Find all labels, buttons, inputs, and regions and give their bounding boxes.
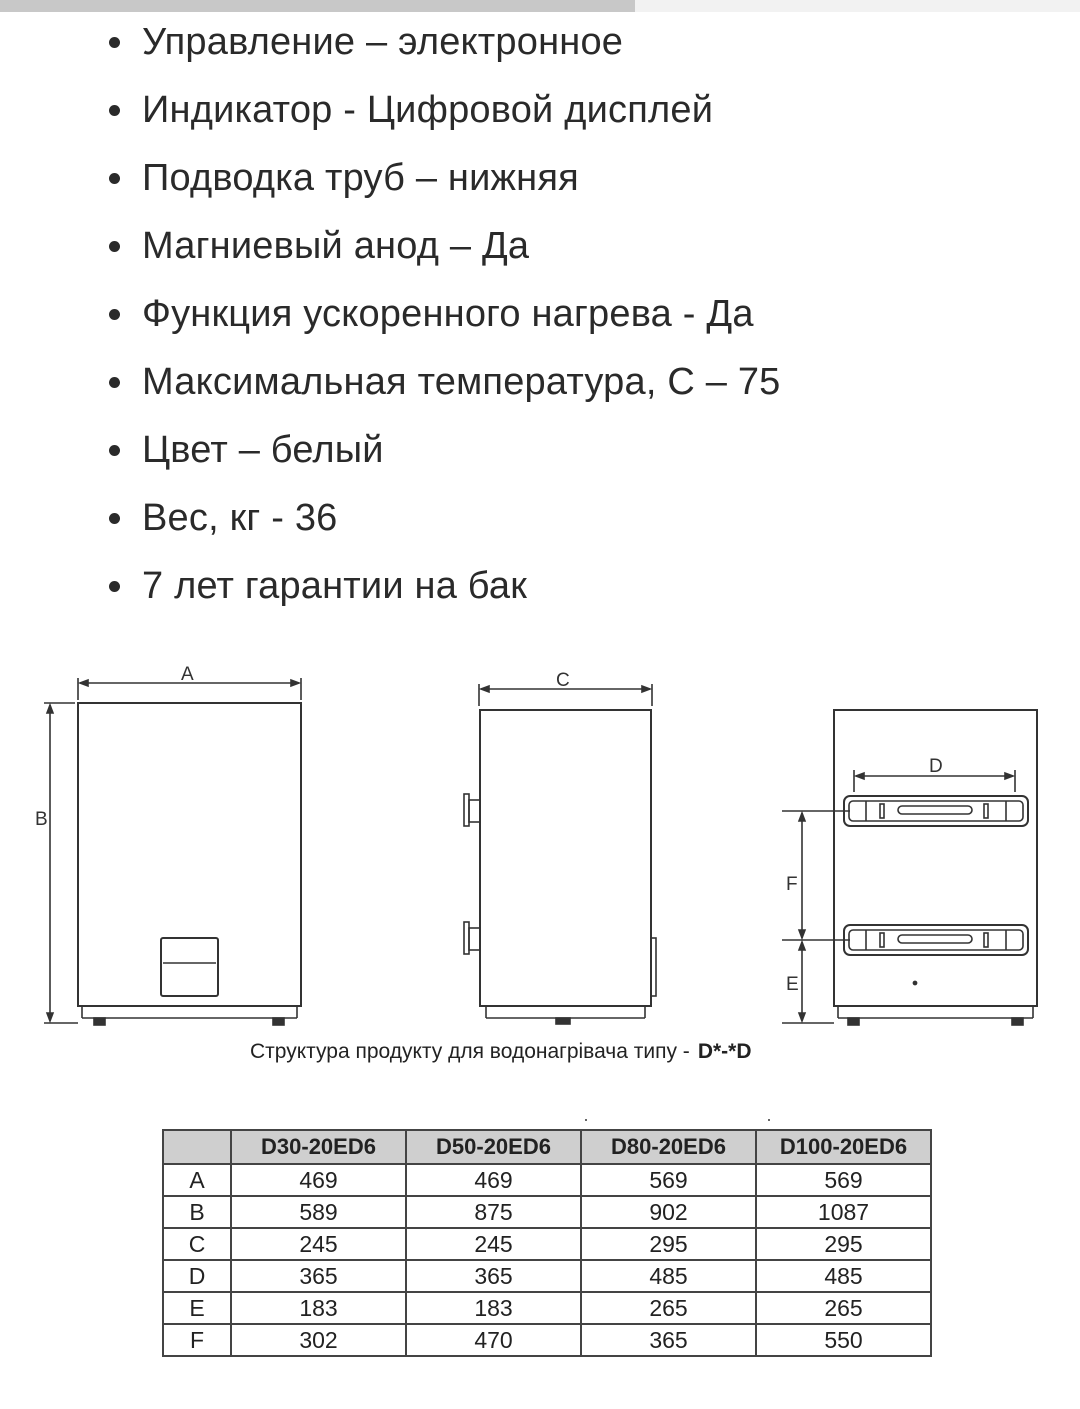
bullet-icon (109, 581, 120, 592)
spec-text: 7 лет гарантии на бак (142, 565, 528, 607)
spec-item-weight (0, 484, 1080, 552)
table-row (163, 1228, 931, 1260)
bullet-icon (109, 173, 120, 184)
table-cell: 485 (581, 1260, 756, 1292)
dim-label-d: D (929, 756, 943, 777)
table-row (163, 1292, 931, 1324)
spec-list (0, 8, 1080, 620)
spec-text: Функция ускоренного нагрева - Да (142, 293, 754, 335)
spec-text: Максимальная температура, С – 75 (142, 361, 781, 403)
dim-label-e: E (786, 974, 799, 995)
spec-text: Управление – электронное (142, 21, 624, 63)
table-cell: 470 (406, 1324, 581, 1356)
table-cell: A (163, 1164, 231, 1196)
table-cell: 245 (231, 1228, 406, 1260)
table-cell: 245 (406, 1228, 581, 1260)
scan-speck (768, 1119, 770, 1121)
side-view (464, 670, 656, 1024)
spec-item-max-temp (0, 348, 1080, 416)
spec-text: Магниевый анод – Да (142, 225, 530, 267)
table-row (163, 1164, 931, 1196)
table-cell: 902 (581, 1196, 756, 1228)
table-cell: 569 (581, 1164, 756, 1196)
table-header-cell: D50-20ED6 (406, 1130, 581, 1164)
front-view (35, 664, 301, 1025)
dim-label-c: C (556, 670, 570, 691)
dim-label-a: A (181, 664, 194, 685)
table-cell: 1087 (756, 1196, 931, 1228)
spec-item-fast-heat (0, 280, 1080, 348)
bullet-icon (109, 105, 120, 116)
dimensions-table (162, 1129, 932, 1357)
bullet-icon (109, 37, 120, 48)
table-cell: B (163, 1196, 231, 1228)
table-cell: 183 (406, 1292, 581, 1324)
spec-text: Подводка труб – нижняя (142, 157, 579, 199)
caption-model: D*-*D (697, 1040, 752, 1063)
table-cell: 589 (231, 1196, 406, 1228)
table-cell: 469 (231, 1164, 406, 1196)
table-cell: 302 (231, 1324, 406, 1356)
table-cell: 875 (406, 1196, 581, 1228)
scan-speck (585, 1119, 587, 1121)
caption-text: Структура продукту для водонагрівача типу - (250, 1040, 690, 1063)
table-cell: 365 (581, 1324, 756, 1356)
table-cell: 469 (406, 1164, 581, 1196)
table-cell: 365 (406, 1260, 581, 1292)
table-row (163, 1260, 931, 1292)
table-cell: 365 (231, 1260, 406, 1292)
table-cell: C (163, 1228, 231, 1260)
table-cell: 569 (756, 1164, 931, 1196)
bullet-icon (109, 241, 120, 252)
table-cell: 550 (756, 1324, 931, 1356)
table-row (163, 1196, 931, 1228)
bullet-icon (109, 445, 120, 456)
table-cell: 265 (581, 1292, 756, 1324)
spec-item-indicator (0, 76, 1080, 144)
spec-item-anode (0, 212, 1080, 280)
table-cell: E (163, 1292, 231, 1324)
table-cell: 295 (756, 1228, 931, 1260)
table-header-cell: D100-20ED6 (756, 1130, 931, 1164)
bullet-icon (109, 377, 120, 388)
table-cell: 295 (581, 1228, 756, 1260)
spec-item-color (0, 416, 1080, 484)
table-header-row (163, 1130, 931, 1164)
bullet-icon (109, 513, 120, 524)
table-header-cell: D80-20ED6 (581, 1130, 756, 1164)
table-cell: D (163, 1260, 231, 1292)
table-cell: 485 (756, 1260, 931, 1292)
back-view (782, 710, 1037, 1025)
spec-item-warranty (0, 552, 1080, 620)
table-header-cell: D30-20ED6 (231, 1130, 406, 1164)
table-header-cell (163, 1130, 231, 1164)
table-row (163, 1324, 931, 1356)
spec-text: Индикатор - Цифровой дисплей (142, 89, 714, 131)
spec-item-pipes (0, 144, 1080, 212)
diagram-caption (250, 1040, 751, 1064)
spec-text: Вес, кг - 36 (142, 497, 338, 539)
dim-label-f: F (786, 874, 798, 895)
spec-item-control (0, 8, 1080, 76)
spec-text: Цвет – белый (142, 429, 384, 471)
table-cell: F (163, 1324, 231, 1356)
bullet-icon (109, 309, 120, 320)
table-cell: 183 (231, 1292, 406, 1324)
table-cell: 265 (756, 1292, 931, 1324)
dim-label-b: B (35, 809, 48, 830)
dimension-diagram (0, 640, 1080, 1080)
